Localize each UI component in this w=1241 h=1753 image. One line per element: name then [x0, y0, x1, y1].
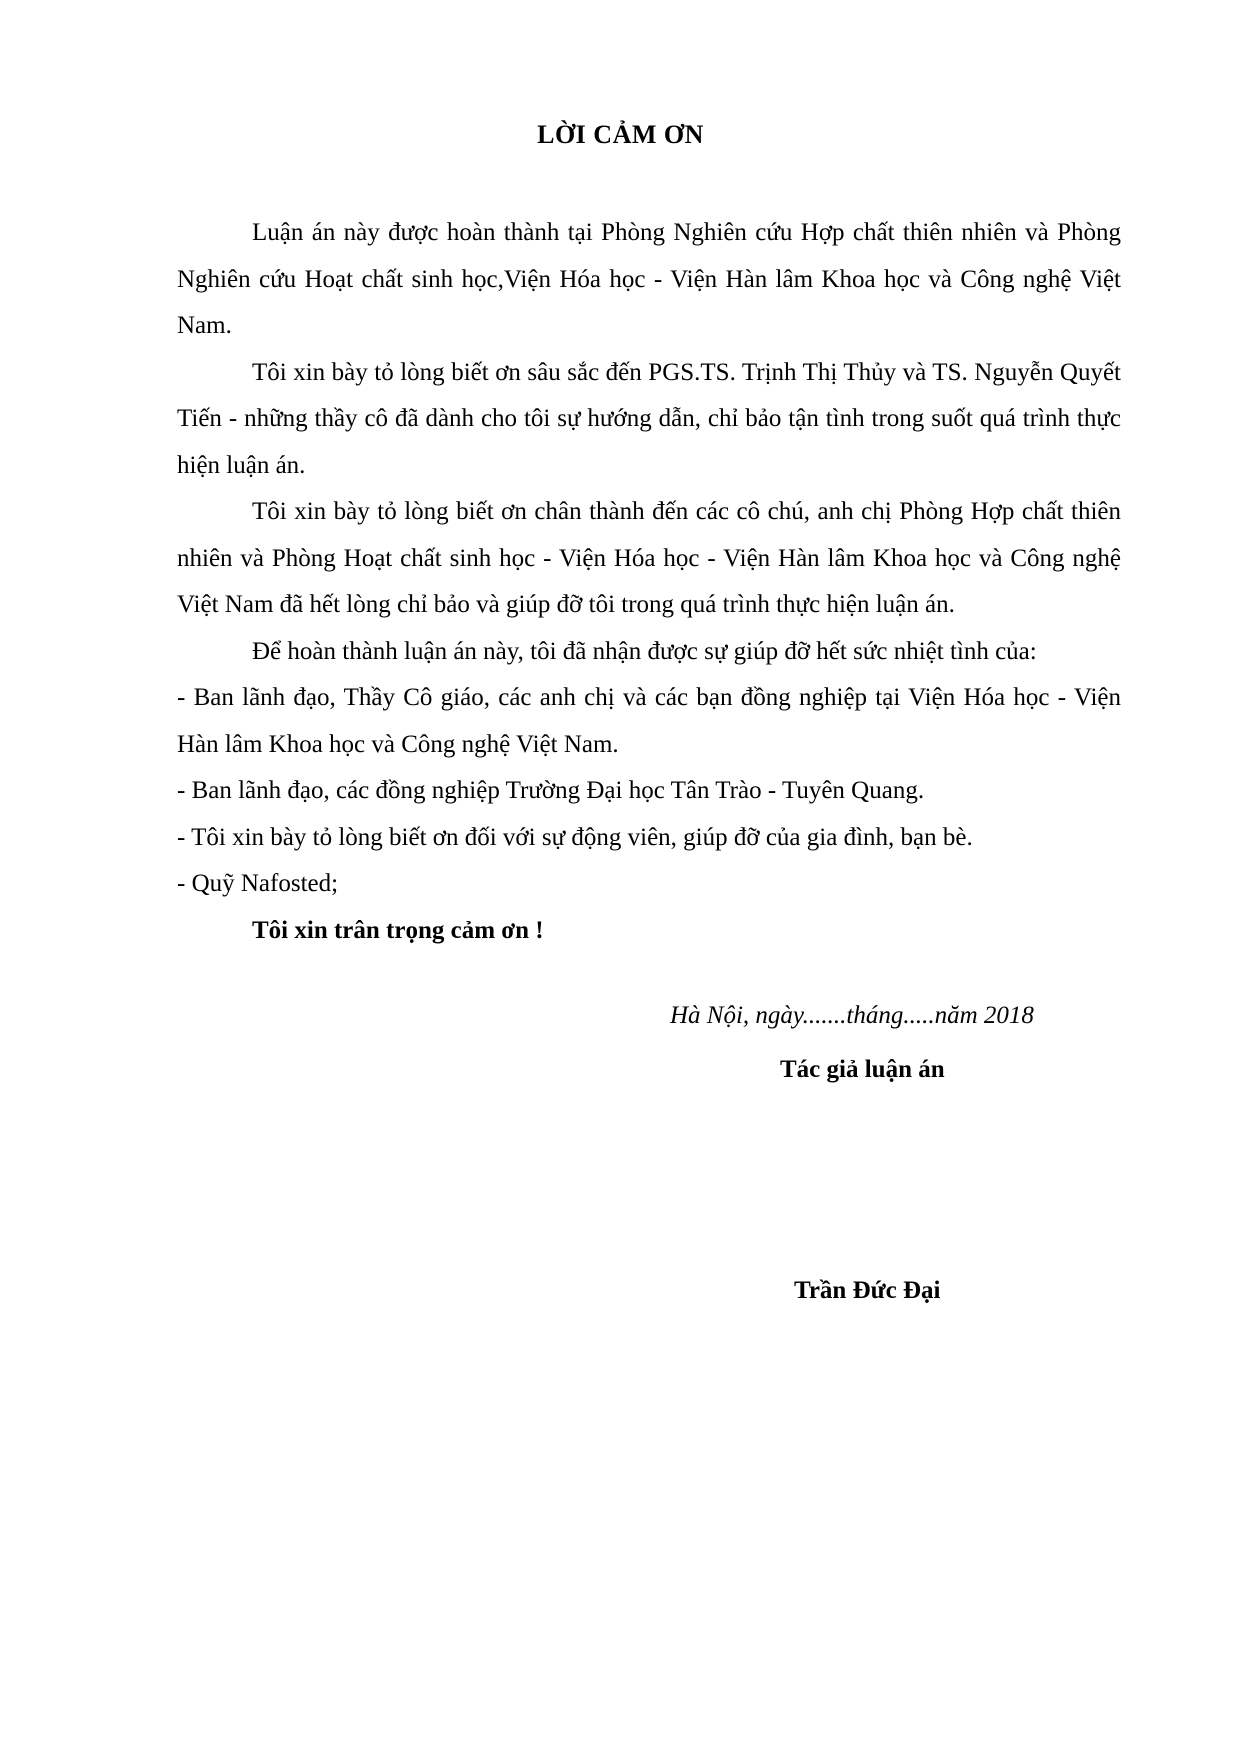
paragraph-supervisors: Tôi xin bày tỏ lòng biết ơn sâu sắc đến PGS.TS. Trịnh Thị Thủy và TS. Nguyễn Quyết Tiến - những thầy cô đã dành cho tôi sự hướng dẫn, chỉ bảo tận tình trong suốt quá trình thực hiện luận án. [177, 358, 1121, 479]
list-item-university: - Ban lãnh đạo, các đồng nghiệp Trường Đại học Tân Trào - Tuyên Quang. [177, 777, 925, 804]
paragraph-completion: Luận án này được hoàn thành tại Phòng Nghiên cứu Hợp chất thiên nhiên và Phòng Nghiên cứu Hoạt chất sinh học,Viện Hóa học - Viện Hàn lâm Khoa học và Công nghệ Việt Nam. [177, 219, 1121, 339]
list-item-family: - Tôi xin bày tỏ lòng biết ơn đối với sự động viên, giúp đỡ của gia đình, bạn bè. [177, 823, 973, 851]
acknowledgement-body [177, 210, 1121, 954]
author-name: Trần Đức Đại [794, 1277, 941, 1304]
page-title: LỜI CẢM ƠN [537, 120, 704, 149]
list-item-fund: - Quỹ Nafosted; [177, 870, 339, 897]
date-line: Hà Nội, ngày.......tháng.....năm 2018 [670, 1002, 1034, 1029]
paragraph-support-intro: Để hoàn thành luận án này, tôi đã nhận được sự giúp đỡ hết sức nhiệt tình của: [252, 637, 1037, 665]
list-item-institute: - Ban lãnh đạo, Thầy Cô giáo, các anh chị và các bạn đồng nghiệp tại Viện Hóa học - Viện Hàn lâm Khoa học và Công nghệ Việt Nam. [177, 684, 1121, 758]
paragraph-colleagues: Tôi xin bày tỏ lòng biết ơn chân thành đến các cô chú, anh chị Phòng Hợp chất thiên nhiên và Phòng Hoạt chất sinh học - Viện Hóa học - Viện Hàn lâm Khoa học và Công nghệ Việt Nam đã hết lòng chỉ bảo và giúp đỡ tôi trong quá trình thực hiện luận án. [177, 498, 1121, 618]
closing-line: Tôi xin trân trọng cảm ơn ! [252, 916, 544, 944]
author-role: Tác giả luận án [780, 1056, 945, 1083]
